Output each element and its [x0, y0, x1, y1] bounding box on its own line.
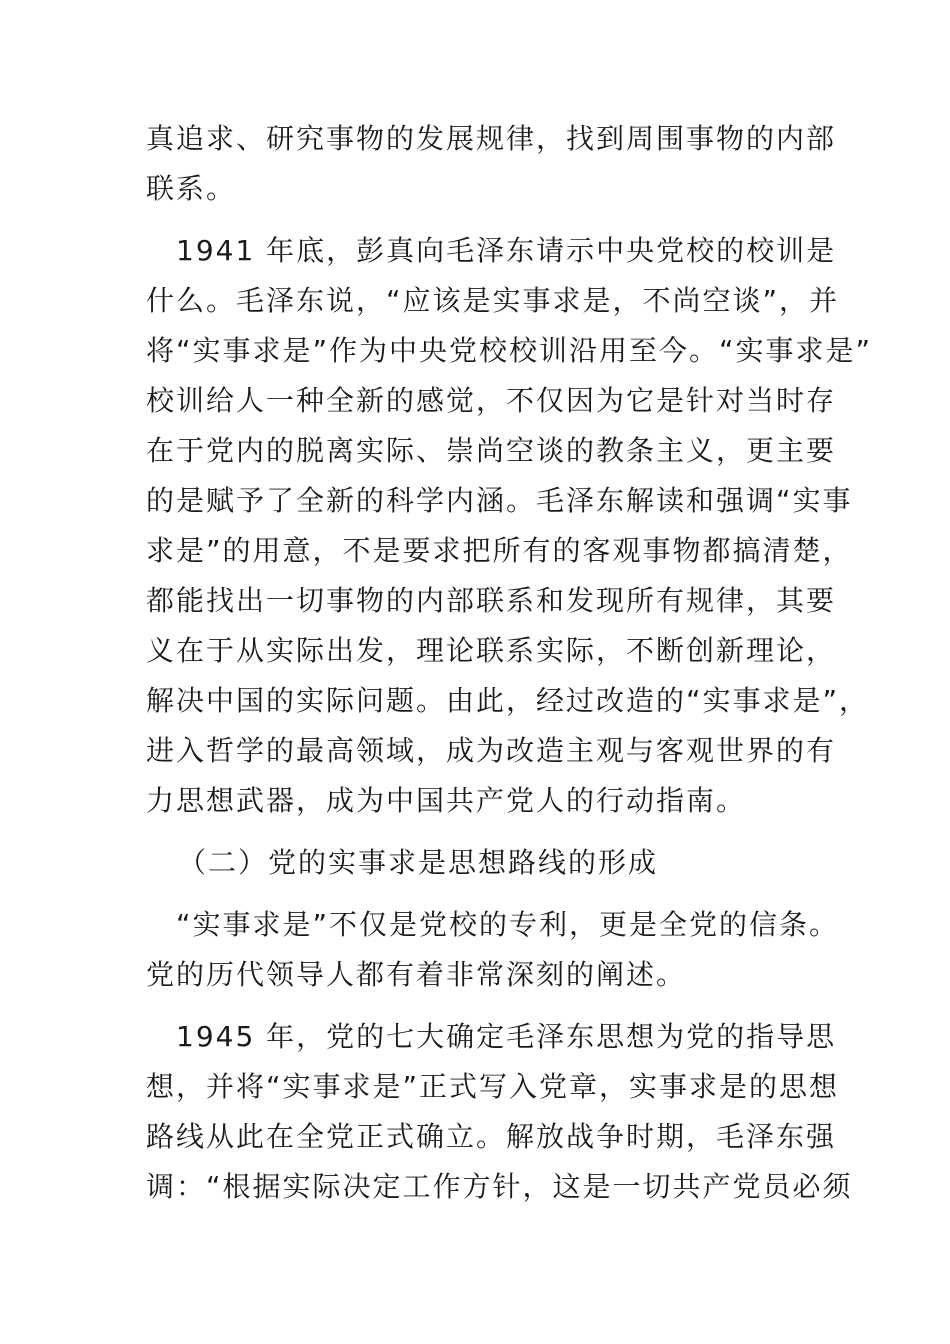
- document-body: [146, 114, 873, 1212]
- text-line: 求是”的用意，不是要求把所有的客观事物都搞清楚，: [146, 534, 853, 567]
- text-line: 党的历代领导人都有着非常深刻的阐述。: [146, 958, 687, 991]
- text-line: 在于党内的脱离实际、崇尚空谈的教条主义，更主要: [146, 434, 837, 467]
- paragraph-spacer: [146, 888, 806, 900]
- paragraph-spacer: [146, 214, 806, 226]
- paragraph-spacer: [146, 1000, 806, 1012]
- paragraph-4: [146, 1012, 853, 1212]
- text-line: 联系。: [146, 172, 237, 205]
- text-line: “实事求是”不仅是党校的专利，更是全党的信条。: [146, 908, 840, 941]
- subheading-text: （二）党的实事求是思想路线的形成: [178, 846, 659, 879]
- text-line: 想，并将“实事求是”正式写入党章，实事求是的思想: [146, 1070, 840, 1103]
- text-line: 调：“根据实际决定工作方针，这是一切共产党员必须: [146, 1170, 853, 1203]
- paragraph-1: [146, 114, 837, 214]
- text-line: 1941 年底，彭真向毛泽东请示中央党校的校训是: [146, 234, 837, 267]
- text-line: 1945 年，党的七大确定毛泽东思想为党的指导思: [146, 1020, 837, 1053]
- section-subheading: [146, 838, 806, 888]
- text-line: 将“实事求是”作为中央党校校训沿用至今。“实事求是”: [146, 334, 873, 367]
- text-line: 的是赋予了全新的科学内涵。毛泽东解读和强调“实事: [146, 484, 853, 517]
- text-line: 义在于从实际出发，理论联系实际，不断创新理论，: [146, 634, 837, 667]
- text-line: 都能找出一切事物的内部联系和发现所有规律，其要: [146, 584, 837, 617]
- text-line: 路线从此在全党正式确立。解放战争时期，毛泽东强: [146, 1120, 837, 1153]
- text-line: 解决中国的实际问题。由此，经过改造的“实事求是”，: [146, 684, 870, 717]
- text-line: 什么。毛泽东说，“应该是实事求是，不尚空谈”，并: [146, 284, 840, 317]
- paragraph-3: [146, 900, 840, 1000]
- text-line: 进入哲学的最高领域，成为改造主观与客观世界的有: [146, 734, 837, 767]
- paragraph-2: [146, 226, 873, 826]
- paragraph-spacer: [146, 826, 806, 838]
- text-line: 校训给人一种全新的感觉，不仅因为它是针对当时存: [146, 384, 837, 417]
- text-line: 力思想武器，成为中国共产党人的行动指南。: [146, 784, 747, 817]
- text-line: 真追求、研究事物的发展规律，找到周围事物的内部: [146, 122, 837, 155]
